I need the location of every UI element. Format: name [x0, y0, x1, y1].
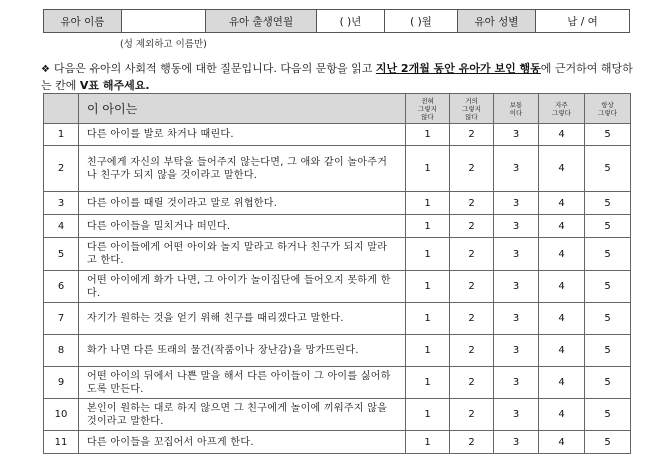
table-row	[44, 335, 631, 367]
scale-header-label: 자주 그렇다	[552, 100, 571, 117]
rating-option[interactable]: 4	[539, 399, 585, 431]
rating-option[interactable]: 1	[406, 399, 450, 431]
rating-option[interactable]: 5	[585, 335, 631, 367]
table-title: 이 아이는	[79, 94, 406, 124]
scale-header-label: 거의 그렇지 않다	[462, 96, 481, 121]
rating-option[interactable]: 2	[450, 192, 494, 215]
rating-option[interactable]: 5	[585, 271, 631, 303]
instructions	[41, 61, 641, 94]
item-text: 다른 아이를 때릴 것이라고 말로 위협한다.	[79, 192, 406, 215]
item-text: 어떤 아이의 뒤에서 나쁜 말을 해서 다른 아이들이 그 아이를 싫어하도록 만든다.	[79, 367, 406, 399]
rating-option[interactable]: 1	[406, 215, 450, 238]
item-text: 어떤 아이에게 화가 나면, 그 아이가 놀이집단에 들어오지 못하게 한다.	[79, 271, 406, 303]
rating-option[interactable]: 2	[450, 399, 494, 431]
rating-option[interactable]: 5	[585, 215, 631, 238]
rating-option[interactable]: 2	[450, 335, 494, 367]
rating-option[interactable]: 1	[406, 367, 450, 399]
scale-header-always	[585, 94, 631, 124]
rating-option[interactable]: 3	[494, 124, 539, 146]
birth-date-label: 유아 출생연월	[206, 10, 317, 33]
scale-header-label: 전혀 그렇지 않다	[418, 96, 437, 121]
rating-option[interactable]: 5	[585, 399, 631, 431]
rating-option[interactable]: 4	[539, 215, 585, 238]
behavior-rating-table	[43, 93, 631, 454]
table-row	[44, 431, 631, 454]
item-number: 3	[44, 192, 79, 215]
rating-option[interactable]: 4	[539, 192, 585, 215]
rating-option[interactable]: 5	[585, 124, 631, 146]
item-text: 다른 아이들에게 어떤 아이와 놀지 말라고 하거나 친구가 되지 말라고 한다.	[79, 238, 406, 271]
rating-option[interactable]: 1	[406, 335, 450, 367]
rating-option[interactable]: 4	[539, 238, 585, 271]
rating-option[interactable]: 1	[406, 238, 450, 271]
scale-header-label: 보통 이다	[509, 100, 523, 117]
item-text: 다른 아이들을 밀치거나 떠민다.	[79, 215, 406, 238]
table-row	[44, 238, 631, 271]
rating-option[interactable]: 3	[494, 431, 539, 454]
rating-option[interactable]: 1	[406, 271, 450, 303]
rating-option[interactable]: 5	[585, 238, 631, 271]
rating-option[interactable]: 1	[406, 303, 450, 335]
birth-month-field[interactable]: ( )월	[385, 10, 458, 33]
item-text: 본인이 원하는 대로 하지 않으면 그 친구에게 놀이에 끼워주지 않을 것이라고 말한다.	[79, 399, 406, 431]
scale-header-rarely	[450, 94, 494, 124]
rating-option[interactable]: 1	[406, 431, 450, 454]
rating-option[interactable]: 4	[539, 431, 585, 454]
item-text: 자기가 원하는 것을 얻기 위해 친구를 때리겠다고 말한다.	[79, 303, 406, 335]
rating-option[interactable]: 2	[450, 238, 494, 271]
rating-option[interactable]: 2	[450, 303, 494, 335]
scale-header-label: 항상 그렇다	[598, 100, 617, 117]
rating-option[interactable]: 1	[406, 124, 450, 146]
table-row	[44, 146, 631, 192]
rating-option[interactable]: 5	[585, 146, 631, 192]
table-row	[44, 367, 631, 399]
rating-option[interactable]: 1	[406, 146, 450, 192]
rating-option[interactable]: 5	[585, 367, 631, 399]
scale-header-sometimes	[494, 94, 539, 124]
item-number: 1	[44, 124, 79, 146]
rating-option[interactable]: 5	[585, 431, 631, 454]
rating-option[interactable]: 4	[539, 124, 585, 146]
item-text: 화가 나면 다른 또래의 물건(작품이나 장난감)을 망가뜨린다.	[79, 335, 406, 367]
item-number: 5	[44, 238, 79, 271]
item-number: 11	[44, 431, 79, 454]
rating-option[interactable]: 4	[539, 335, 585, 367]
child-info-table	[43, 9, 630, 33]
number-header	[44, 94, 79, 124]
rating-option[interactable]: 3	[494, 303, 539, 335]
rating-option[interactable]: 3	[494, 192, 539, 215]
table-row	[44, 124, 631, 146]
table-row	[44, 192, 631, 215]
gender-options[interactable]: 남 / 여	[536, 10, 630, 33]
name-note: (성 제외하고 이름만)	[120, 39, 207, 50]
rating-option[interactable]: 3	[494, 335, 539, 367]
rating-option[interactable]: 4	[539, 146, 585, 192]
item-number: 7	[44, 303, 79, 335]
item-text: 다른 아이를 발로 차거나 때린다.	[79, 124, 406, 146]
child-name-label: 유아 이름	[44, 10, 122, 33]
rating-option[interactable]: 2	[450, 124, 494, 146]
item-text: 친구에게 자신의 부탁을 들어주지 않는다면, 그 애와 같이 놀아주거나 친구가 되지 않을 것이라고 말한다.	[79, 146, 406, 192]
rating-option[interactable]: 4	[539, 367, 585, 399]
birth-year-field[interactable]: ( )년	[317, 10, 385, 33]
gender-label: 유아 성별	[458, 10, 536, 33]
rating-option[interactable]: 2	[450, 431, 494, 454]
rating-option[interactable]: 5	[585, 192, 631, 215]
item-number: 10	[44, 399, 79, 431]
child-name-field[interactable]	[122, 10, 206, 33]
table-row	[44, 215, 631, 238]
rating-option[interactable]: 2	[450, 271, 494, 303]
rating-option[interactable]: 3	[494, 367, 539, 399]
rating-option[interactable]: 4	[539, 271, 585, 303]
diamond-bullet-icon: ❖	[41, 64, 50, 75]
rating-option[interactable]: 4	[539, 303, 585, 335]
item-number: 9	[44, 367, 79, 399]
rating-option[interactable]: 3	[494, 271, 539, 303]
rating-option[interactable]: 2	[450, 367, 494, 399]
item-text: 다른 아이들을 꼬집어서 아프게 한다.	[79, 431, 406, 454]
table-row	[44, 271, 631, 303]
rating-option[interactable]: 3	[494, 399, 539, 431]
rating-option[interactable]: 5	[585, 303, 631, 335]
item-number: 2	[44, 146, 79, 192]
item-number: 4	[44, 215, 79, 238]
rating-option[interactable]: 3	[494, 238, 539, 271]
item-number: 8	[44, 335, 79, 367]
instructions-text-before: 다음은 유아의 사회적 행동에 대한 질문입니다. 다음의 문항을 읽고	[53, 62, 376, 75]
rating-option[interactable]: 2	[450, 215, 494, 238]
scale-header-never	[406, 94, 450, 124]
instructions-check-mark-note: V표 해주세요.	[79, 79, 150, 92]
rating-option[interactable]: 3	[494, 215, 539, 238]
rating-option[interactable]: 2	[450, 146, 494, 192]
instructions-emphasis: 지난 2개월 동안 유아가 보인 행동	[375, 62, 541, 75]
table-row	[44, 303, 631, 335]
rating-option[interactable]: 3	[494, 146, 539, 192]
scale-header-often	[539, 94, 585, 124]
table-row	[44, 399, 631, 431]
rating-option[interactable]: 1	[406, 192, 450, 215]
instructions-text-middle: 에 근거하여 해당하는 칸에	[41, 62, 633, 92]
item-number: 6	[44, 271, 79, 303]
